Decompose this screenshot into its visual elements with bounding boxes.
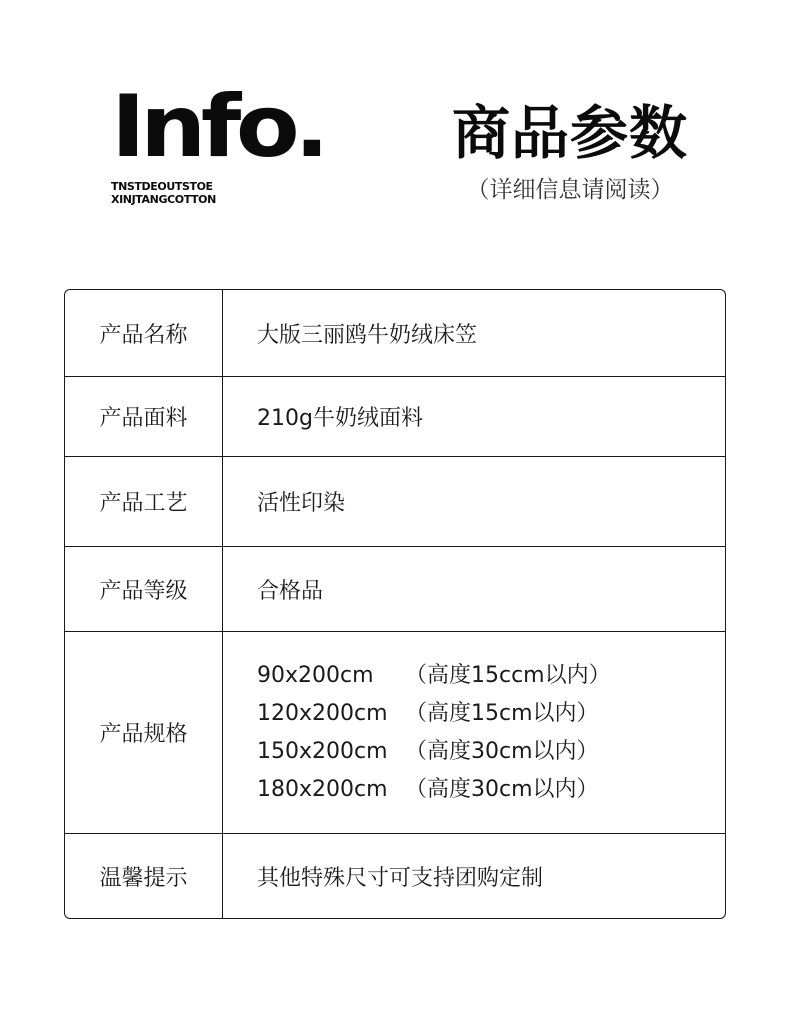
row-label: 产品等级 — [65, 547, 223, 631]
row-value: 其他特殊尺寸可支持团购定制 — [257, 865, 544, 891]
size-note: （高度30cm以内） — [405, 776, 599, 802]
row-value: 活性印染 — [257, 491, 346, 516]
size-item — [257, 695, 725, 733]
table-row-tips — [65, 833, 725, 918]
size-item — [257, 733, 725, 771]
size-item — [257, 657, 725, 695]
table-row-craft — [65, 456, 725, 546]
size-note: （高度30cm以内） — [405, 738, 599, 764]
size-note: （高度15cm以内） — [405, 700, 599, 726]
brand-block — [111, 77, 361, 206]
spec-table — [64, 289, 726, 919]
row-label: 产品面料 — [65, 377, 223, 456]
table-row-name — [65, 290, 725, 376]
table-row-fabric — [65, 376, 725, 456]
table-row-sizes — [65, 631, 725, 833]
size-item — [257, 771, 725, 809]
brand-subtitle — [111, 180, 361, 206]
section-heading — [440, 98, 700, 204]
row-label: 温馨提示 — [65, 834, 223, 918]
size-dimension: 90x200cm — [257, 662, 374, 688]
size-dimension: 180x200cm — [257, 776, 388, 802]
row-value: 大版三丽鸥牛奶绒床笠 — [257, 322, 478, 348]
heading-title: 商品参数 — [451, 99, 688, 167]
row-label: 产品工艺 — [65, 457, 223, 546]
row-label: 产品规格 — [65, 632, 223, 833]
row-value: 210g牛奶绒面料 — [257, 406, 423, 431]
brand-subtitle-line2: XINJTANGCOTTON — [111, 193, 216, 206]
size-note: （高度15ccm以内） — [405, 662, 611, 688]
row-value: 合格品 — [257, 578, 324, 604]
size-list — [223, 632, 725, 833]
table-row-grade — [65, 546, 725, 631]
size-dimension: 120x200cm — [257, 700, 388, 726]
row-label: 产品名称 — [65, 290, 223, 376]
brand-subtitle-line1: TNSTDEOUTSTOE — [111, 180, 213, 193]
heading-note: （详细信息请阅读） — [466, 177, 674, 203]
brand-title: Info. — [111, 77, 325, 177]
size-dimension: 150x200cm — [257, 738, 388, 764]
